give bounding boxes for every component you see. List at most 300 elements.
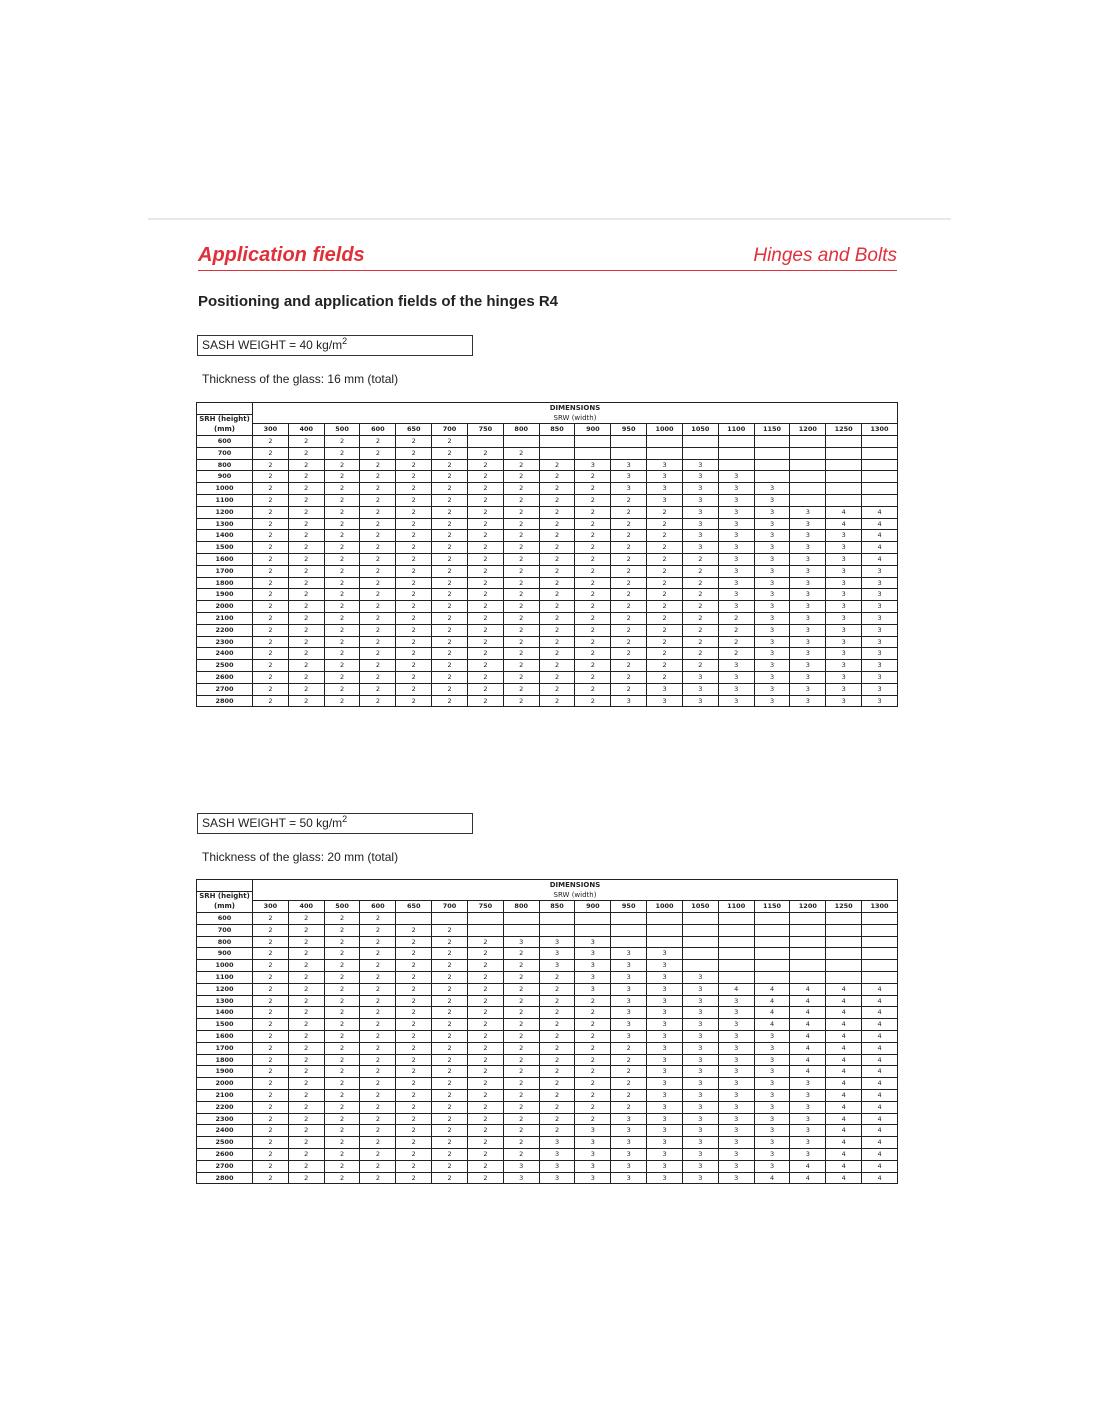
hinge-count-cell: 2	[467, 936, 503, 948]
table-row	[197, 506, 898, 518]
hinge-count-cell: 3	[575, 936, 611, 948]
hinge-count-cell: 2	[253, 913, 289, 925]
hinge-count-cell: 3	[682, 1007, 718, 1019]
hinge-count-cell: 3	[718, 672, 754, 684]
page-subtitle: Positioning and application fields of the hinges R4	[198, 293, 559, 310]
row-height: 2700	[197, 1160, 253, 1172]
hinge-count-cell: 3	[647, 695, 683, 707]
hinge-count-cell: 3	[539, 936, 575, 948]
hinge-count-cell: 2	[611, 1090, 647, 1102]
hinge-count-cell: 2	[503, 542, 539, 554]
column-header: 800	[503, 901, 539, 913]
hinge-count-cell	[647, 913, 683, 925]
column-header: 650	[396, 901, 432, 913]
hinge-count-cell: 2	[503, 672, 539, 684]
axis-label-row	[197, 414, 898, 424]
hinge-count-cell: 2	[539, 695, 575, 707]
hinge-count-cell: 2	[539, 648, 575, 660]
hinge-count-cell: 2	[396, 518, 432, 530]
hinge-count-cell: 4	[862, 1054, 898, 1066]
hinge-count-cell: 3	[647, 1137, 683, 1149]
hinge-count-cell: 3	[682, 1078, 718, 1090]
column-header: 800	[503, 424, 539, 436]
hinge-count-cell: 2	[467, 1031, 503, 1043]
column-header: 700	[432, 424, 468, 436]
hinge-count-cell: 2	[253, 1007, 289, 1019]
hinge-count-cell: 2	[539, 1125, 575, 1137]
hinge-count-cell: 2	[324, 636, 360, 648]
table-row	[197, 471, 898, 483]
hinge-count-cell: 4	[826, 1066, 862, 1078]
hinge-count-cell: 2	[611, 613, 647, 625]
hinge-count-cell: 3	[718, 1054, 754, 1066]
hinge-count-cell: 2	[432, 506, 468, 518]
hinge-count-cell: 2	[647, 660, 683, 672]
hinge-count-cell: 2	[575, 1042, 611, 1054]
hinge-count-cell: 3	[647, 1019, 683, 1031]
hinge-count-cell: 2	[360, 960, 396, 972]
hinge-count-cell: 2	[539, 471, 575, 483]
hinge-count-cell: 2	[718, 613, 754, 625]
hinge-count-cell: 3	[754, 554, 790, 566]
hinge-count-cell: 2	[253, 972, 289, 984]
hinge-count-cell: 2	[253, 471, 289, 483]
row-height: 2100	[197, 1090, 253, 1102]
hinge-count-cell: 2	[360, 1125, 396, 1137]
row-height: 2300	[197, 1113, 253, 1125]
hinge-count-cell: 3	[790, 1090, 826, 1102]
hinge-count-cell: 2	[253, 577, 289, 589]
corner-cell	[197, 880, 253, 892]
hinge-count-cell: 2	[503, 1101, 539, 1113]
hinge-count-cell: 3	[826, 636, 862, 648]
table-row	[197, 554, 898, 566]
hinge-count-cell: 2	[539, 518, 575, 530]
hinge-count-cell	[539, 447, 575, 459]
hinge-count-cell: 2	[324, 554, 360, 566]
column-header: 1100	[718, 901, 754, 913]
hinge-count-cell: 2	[682, 565, 718, 577]
hinge-count-cell: 3	[611, 1031, 647, 1043]
hinge-count-cell: 2	[432, 972, 468, 984]
hinge-count-cell: 2	[253, 672, 289, 684]
hinge-count-cell: 4	[826, 1137, 862, 1149]
hinge-count-cell: 3	[575, 948, 611, 960]
hinge-count-cell: 2	[360, 1137, 396, 1149]
hinge-count-cell	[754, 471, 790, 483]
hinge-count-cell: 4	[862, 506, 898, 518]
hinge-count-cell: 2	[324, 995, 360, 1007]
hinge-count-cell: 2	[360, 1101, 396, 1113]
hinge-count-cell	[862, 471, 898, 483]
hinge-count-cell: 4	[790, 1031, 826, 1043]
srw-label: SRW (width)	[253, 891, 898, 901]
hinge-count-cell: 2	[324, 495, 360, 507]
hinge-count-cell	[754, 936, 790, 948]
hinge-count-cell: 2	[575, 1019, 611, 1031]
hinge-count-cell: 3	[790, 1149, 826, 1161]
hinge-count-cell: 2	[288, 1113, 324, 1125]
hinge-count-cell: 2	[432, 1172, 468, 1184]
hinge-count-cell: 2	[396, 554, 432, 566]
hinge-count-cell: 2	[647, 530, 683, 542]
hinge-count-cell: 3	[539, 1149, 575, 1161]
hinge-count-cell: 2	[718, 648, 754, 660]
hinge-count-cell: 3	[647, 960, 683, 972]
hinge-count-cell: 2	[432, 601, 468, 613]
hinge-count-cell: 3	[647, 1054, 683, 1066]
hinge-count-cell: 2	[467, 1160, 503, 1172]
hinge-count-cell: 4	[718, 983, 754, 995]
sash-weight-label-2: SASH WEIGHT = 50 kg/m	[202, 816, 343, 830]
table-row	[197, 636, 898, 648]
hinge-count-cell: 2	[324, 1031, 360, 1043]
hinge-count-cell: 2	[324, 577, 360, 589]
hinge-count-cell: 2	[467, 960, 503, 972]
dimensions-label: DIMENSIONS	[253, 403, 898, 415]
hinge-count-cell: 3	[826, 554, 862, 566]
column-header: 950	[611, 901, 647, 913]
hinge-count-cell: 3	[790, 554, 826, 566]
hinge-count-cell: 2	[647, 648, 683, 660]
hinge-count-cell: 2	[503, 518, 539, 530]
hinge-count-cell: 3	[718, 1007, 754, 1019]
hinge-count-cell: 3	[790, 1137, 826, 1149]
row-height: 2400	[197, 648, 253, 660]
hinge-count-cell	[754, 447, 790, 459]
row-height: 2500	[197, 1137, 253, 1149]
hinge-count-cell: 2	[503, 1137, 539, 1149]
hinge-count-cell: 2	[503, 972, 539, 984]
hinge-count-cell: 3	[754, 683, 790, 695]
hinge-count-cell: 2	[432, 577, 468, 589]
hinge-count-cell: 2	[432, 1090, 468, 1102]
hinge-count-cell: 2	[360, 483, 396, 495]
hinge-count-cell: 3	[575, 1125, 611, 1137]
column-header: 700	[432, 901, 468, 913]
table-row	[197, 483, 898, 495]
hinge-count-cell	[503, 924, 539, 936]
hinge-count-cell: 2	[324, 960, 360, 972]
hinge-count-cell: 3	[647, 495, 683, 507]
hinge-count-cell: 2	[539, 672, 575, 684]
hinge-count-cell: 2	[467, 983, 503, 995]
hinge-count-cell: 2	[360, 913, 396, 925]
hinge-count-cell: 4	[862, 1090, 898, 1102]
hinge-count-cell: 2	[539, 530, 575, 542]
hinge-count-cell: 2	[432, 530, 468, 542]
row-height: 1400	[197, 530, 253, 542]
row-height: 2700	[197, 683, 253, 695]
hinge-count-cell	[611, 447, 647, 459]
hinge-count-cell: 2	[539, 972, 575, 984]
hinge-count-cell: 3	[682, 995, 718, 1007]
hinge-count-cell: 2	[360, 683, 396, 695]
hinge-count-cell: 2	[647, 506, 683, 518]
hinge-count-cell: 2	[432, 1125, 468, 1137]
hinge-count-cell: 2	[575, 1066, 611, 1078]
hinge-count-cell: 2	[647, 554, 683, 566]
hinge-count-cell: 2	[575, 1090, 611, 1102]
hinge-count-cell: 2	[503, 1125, 539, 1137]
hinge-count-cell: 2	[324, 1101, 360, 1113]
hinge-count-cell: 3	[718, 1160, 754, 1172]
hinge-count-cell: 3	[682, 1019, 718, 1031]
hinge-count-cell: 3	[718, 1042, 754, 1054]
hinge-count-cell	[862, 948, 898, 960]
hinge-count-cell: 2	[467, 995, 503, 1007]
hinge-count-cell: 2	[611, 495, 647, 507]
hinge-count-cell	[790, 495, 826, 507]
hinge-count-cell: 3	[790, 1113, 826, 1125]
hinge-count-cell: 3	[647, 483, 683, 495]
hinge-count-cell: 2	[288, 648, 324, 660]
hinge-count-cell: 3	[790, 530, 826, 542]
hinge-count-cell: 2	[539, 983, 575, 995]
srh-label: SRH (height)	[197, 891, 253, 901]
hinge-count-cell: 2	[324, 660, 360, 672]
hinge-count-cell: 3	[754, 1160, 790, 1172]
hinge-count-cell: 2	[396, 672, 432, 684]
hinge-count-cell: 3	[718, 565, 754, 577]
column-header: 1000	[647, 901, 683, 913]
hinge-count-cell	[862, 972, 898, 984]
column-header: 500	[324, 424, 360, 436]
hinge-count-cell: 3	[682, 1054, 718, 1066]
table-row	[197, 613, 898, 625]
hinge-count-cell: 3	[718, 1125, 754, 1137]
column-header: 1050	[682, 424, 718, 436]
hinge-count-cell: 2	[288, 683, 324, 695]
hinge-count-cell	[790, 972, 826, 984]
hinge-count-cell: 2	[539, 459, 575, 471]
hinge-count-cell	[826, 495, 862, 507]
hinge-count-cell: 2	[253, 601, 289, 613]
hinge-count-cell: 2	[360, 1149, 396, 1161]
hinge-count-cell: 2	[539, 995, 575, 1007]
hinge-count-cell: 2	[253, 995, 289, 1007]
hinge-count-cell: 2	[396, 983, 432, 995]
hinge-count-cell: 2	[288, 1078, 324, 1090]
hinge-count-cell: 2	[503, 660, 539, 672]
hinge-count-cell: 2	[503, 1042, 539, 1054]
hinge-count-cell: 2	[611, 660, 647, 672]
hinge-count-cell: 2	[396, 565, 432, 577]
column-header: 950	[611, 424, 647, 436]
hinge-count-cell	[754, 436, 790, 448]
hinge-count-cell: 2	[611, 554, 647, 566]
hinge-count-cell: 3	[862, 683, 898, 695]
hinge-count-cell: 4	[862, 1149, 898, 1161]
hinge-count-cell: 4	[862, 1031, 898, 1043]
row-height: 2400	[197, 1125, 253, 1137]
hinge-count-cell: 2	[575, 518, 611, 530]
hinge-count-cell: 4	[826, 1172, 862, 1184]
hinge-count-cell: 3	[754, 1042, 790, 1054]
hinge-count-cell	[467, 924, 503, 936]
table-row	[197, 518, 898, 530]
hinge-count-cell: 4	[862, 1042, 898, 1054]
hinge-count-cell: 3	[826, 530, 862, 542]
hinge-count-cell: 2	[467, 648, 503, 660]
table-row	[197, 495, 898, 507]
hinge-count-cell: 4	[862, 554, 898, 566]
hinge-count-cell: 2	[467, 447, 503, 459]
hinge-count-cell: 3	[503, 1172, 539, 1184]
hinge-count-cell: 3	[647, 948, 683, 960]
hinge-count-cell: 3	[682, 1113, 718, 1125]
hinge-count-cell: 3	[790, 636, 826, 648]
hinge-count-cell: 2	[324, 672, 360, 684]
table-row	[197, 530, 898, 542]
hinge-count-cell: 3	[790, 565, 826, 577]
table-row	[197, 1078, 898, 1090]
hinge-count-cell: 3	[503, 936, 539, 948]
hinge-count-cell: 2	[432, 624, 468, 636]
hinge-count-cell: 2	[647, 601, 683, 613]
hinge-count-cell: 2	[253, 1031, 289, 1043]
hinge-count-cell: 2	[611, 1054, 647, 1066]
hinge-count-cell: 3	[754, 1137, 790, 1149]
hinge-count-cell: 3	[754, 695, 790, 707]
hinge-count-cell: 2	[288, 601, 324, 613]
hinge-count-cell: 4	[862, 1078, 898, 1090]
column-header: 400	[288, 424, 324, 436]
row-height: 2600	[197, 672, 253, 684]
table-row	[197, 972, 898, 984]
hinge-count-cell: 3	[611, 960, 647, 972]
hinge-count-cell: 2	[396, 660, 432, 672]
row-height: 800	[197, 459, 253, 471]
hinge-count-cell: 2	[324, 1054, 360, 1066]
hinge-count-cell: 2	[503, 577, 539, 589]
table-row	[197, 1066, 898, 1078]
hinge-count-cell: 2	[288, 1007, 324, 1019]
hinge-count-cell: 2	[575, 995, 611, 1007]
hinge-count-cell: 2	[360, 1042, 396, 1054]
hinge-count-cell: 2	[611, 624, 647, 636]
hinge-count-cell: 2	[288, 554, 324, 566]
hinge-count-cell: 2	[718, 636, 754, 648]
hinge-count-cell	[718, 960, 754, 972]
hinge-count-cell: 2	[467, 1125, 503, 1137]
hinge-count-cell: 3	[754, 648, 790, 660]
hinge-count-cell: 4	[826, 506, 862, 518]
hinge-count-cell: 2	[539, 636, 575, 648]
hinge-count-cell: 2	[575, 660, 611, 672]
hinge-count-cell: 2	[611, 683, 647, 695]
hinge-count-cell: 2	[360, 436, 396, 448]
hinge-count-cell: 2	[432, 695, 468, 707]
table-row	[197, 1031, 898, 1043]
hinge-count-cell: 2	[396, 683, 432, 695]
hinge-count-cell: 2	[575, 542, 611, 554]
hinge-count-cell: 2	[432, 589, 468, 601]
row-height: 2200	[197, 1101, 253, 1113]
table-row	[197, 624, 898, 636]
hinge-count-cell: 2	[253, 960, 289, 972]
hinge-count-cell: 2	[396, 995, 432, 1007]
hinge-count-cell: 2	[647, 518, 683, 530]
row-height: 1800	[197, 1054, 253, 1066]
hinge-count-cell: 3	[611, 471, 647, 483]
hinge-count-cell: 2	[611, 589, 647, 601]
hinge-count-cell: 3	[826, 648, 862, 660]
hinge-count-cell: 2	[288, 1160, 324, 1172]
hinge-count-cell: 2	[467, 948, 503, 960]
hinge-count-cell: 2	[682, 660, 718, 672]
hinge-count-cell: 3	[790, 577, 826, 589]
hinge-count-cell: 2	[467, 1149, 503, 1161]
hinge-count-cell: 2	[288, 577, 324, 589]
row-height: 1300	[197, 518, 253, 530]
hinge-count-cell: 2	[396, 648, 432, 660]
hinge-count-cell: 3	[754, 483, 790, 495]
hinge-count-cell: 2	[253, 695, 289, 707]
hinge-count-cell: 3	[718, 577, 754, 589]
hinge-count-cell: 2	[467, 1007, 503, 1019]
table-row	[197, 995, 898, 1007]
hinge-count-cell: 3	[539, 960, 575, 972]
row-height: 600	[197, 913, 253, 925]
hinge-count-cell: 2	[503, 565, 539, 577]
hinge-count-cell: 3	[862, 565, 898, 577]
hinge-count-cell: 3	[718, 495, 754, 507]
hinge-count-cell: 3	[718, 695, 754, 707]
hinge-count-cell	[826, 459, 862, 471]
hinge-count-cell	[539, 436, 575, 448]
hinge-count-cell: 2	[288, 1054, 324, 1066]
hinge-count-cell: 2	[288, 948, 324, 960]
hinge-count-cell: 2	[288, 1125, 324, 1137]
hinge-count-cell: 2	[575, 495, 611, 507]
hinge-count-cell: 3	[754, 577, 790, 589]
hinge-count-cell	[539, 913, 575, 925]
hinge-count-cell: 4	[862, 1101, 898, 1113]
hinge-count-cell: 2	[467, 660, 503, 672]
hinge-count-cell: 2	[360, 1054, 396, 1066]
hinge-count-cell: 2	[467, 495, 503, 507]
hinge-count-cell: 2	[253, 1054, 289, 1066]
hinge-count-cell	[503, 913, 539, 925]
hinge-count-cell: 2	[539, 1090, 575, 1102]
hinge-count-cell	[754, 924, 790, 936]
hinge-count-cell: 2	[432, 565, 468, 577]
hinge-count-cell: 2	[360, 495, 396, 507]
hinge-count-cell: 2	[503, 1113, 539, 1125]
hinge-count-cell: 2	[324, 1137, 360, 1149]
hinge-count-cell: 4	[862, 530, 898, 542]
hinge-count-cell: 3	[682, 459, 718, 471]
hinge-count-cell	[467, 436, 503, 448]
hinge-count-cell: 2	[611, 648, 647, 660]
hinge-count-cell: 2	[503, 1019, 539, 1031]
hinge-count-cell: 3	[611, 1125, 647, 1137]
hinge-count-cell: 2	[360, 1090, 396, 1102]
hinge-count-cell: 2	[396, 613, 432, 625]
hinge-count-cell	[862, 913, 898, 925]
hinge-count-cell: 2	[253, 1066, 289, 1078]
hinge-count-cell: 4	[790, 1054, 826, 1066]
hinge-count-cell: 3	[718, 589, 754, 601]
hinge-count-cell: 3	[682, 1125, 718, 1137]
hinge-count-cell: 2	[396, 636, 432, 648]
mm-label: (mm)	[197, 424, 253, 436]
hinge-count-cell: 2	[432, 636, 468, 648]
hinge-count-cell: 2	[324, 1042, 360, 1054]
hinge-count-cell: 2	[253, 1019, 289, 1031]
hinge-count-cell: 3	[826, 565, 862, 577]
